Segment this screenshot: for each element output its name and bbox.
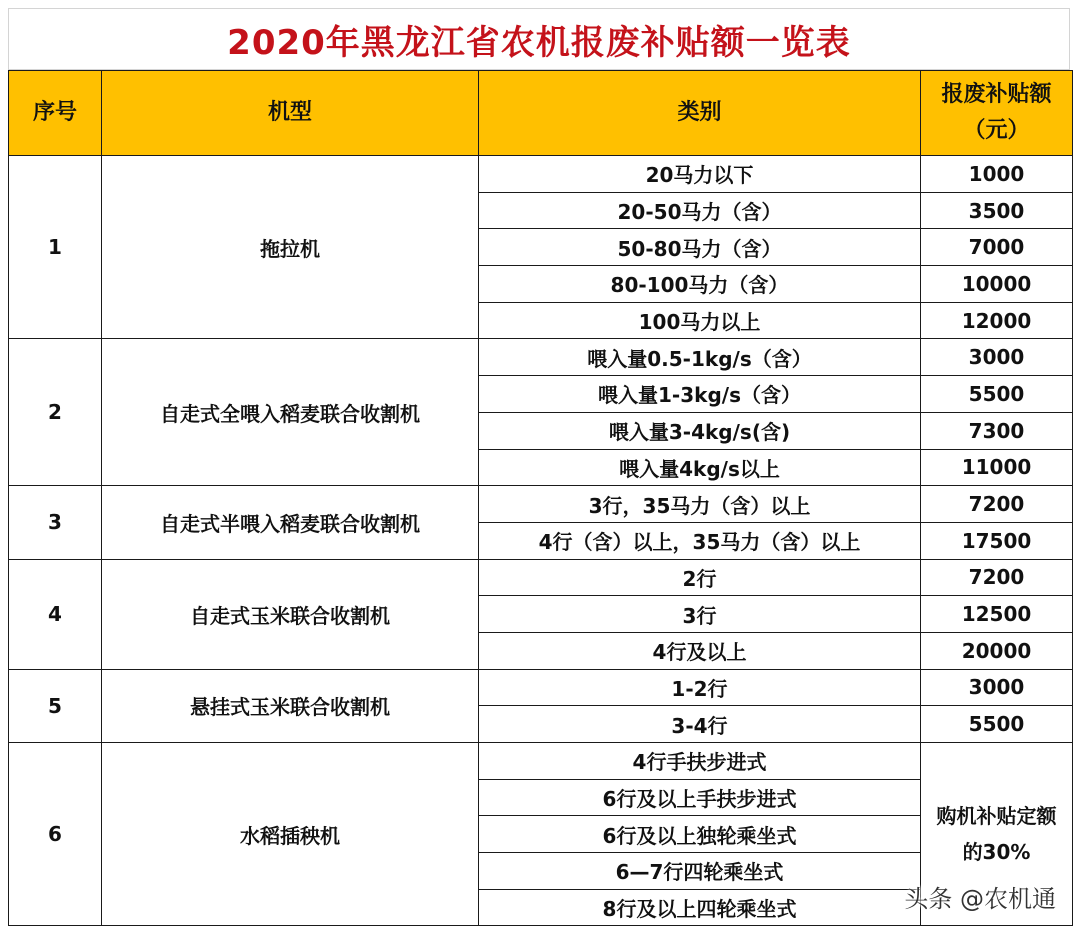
category-cell: 喂入量0.5-1kg/s（含） [479,339,921,376]
header-amount-line2: （元） [963,118,1030,143]
model-cell: 拖拉机 [102,156,479,339]
category-cell: 4行（含）以上，35马力（含）以上 [479,522,921,559]
category-cell: 2行 [479,559,921,596]
category-cell: 4行手扶步进式 [479,743,921,780]
category-cell: 3行，35马力（含）以上 [479,486,921,523]
amount-cell: 3500 [921,192,1073,229]
amount-cell: 17500 [921,522,1073,559]
model-cell: 自走式全喂入稻麦联合收割机 [102,339,479,486]
watermark: 头条 @农机通 [904,885,1056,913]
table-row [9,156,1073,193]
header-category: 类别 [479,71,921,156]
amount-cell: 11000 [921,449,1073,486]
amount-cell: 7200 [921,559,1073,596]
page-title: 2020年黑龙江省农机报废补贴额一览表 [8,8,1070,70]
amount-cell: 1000 [921,156,1073,193]
seq-cell: 6 [9,743,102,926]
model-cell: 自走式半喂入稻麦联合收割机 [102,486,479,559]
model-cell: 悬挂式玉米联合收割机 [102,669,479,742]
category-cell: 6—7行四轮乘坐式 [479,853,921,890]
subsidy-table [8,70,1073,926]
seq-cell: 4 [9,559,102,669]
category-cell: 喂入量1-3kg/s（含） [479,376,921,413]
category-cell: 20-50马力（含） [479,192,921,229]
amount-cell: 12000 [921,302,1073,339]
header-model: 机型 [102,71,479,156]
amount-cell: 10000 [921,266,1073,303]
category-cell: 100马力以上 [479,302,921,339]
amount-cell: 5500 [921,376,1073,413]
amount-cell: 20000 [921,632,1073,669]
header-row [9,71,1073,156]
amount-cell: 12500 [921,596,1073,633]
category-cell: 喂入量4kg/s以上 [479,449,921,486]
model-cell: 自走式玉米联合收割机 [102,559,479,669]
category-cell: 3行 [479,596,921,633]
seq-cell: 1 [9,156,102,339]
merged-amount-line2: 的30% [962,840,1031,865]
table-row [9,486,1073,523]
model-cell: 水稻插秧机 [102,743,479,926]
seq-cell: 2 [9,339,102,486]
table-row [9,559,1073,596]
table-row [9,339,1073,376]
amount-cell: 3000 [921,669,1073,706]
seq-cell: 5 [9,669,102,742]
category-cell: 8行及以上四轮乘坐式 [479,889,921,926]
amount-cell: 7200 [921,486,1073,523]
amount-cell: 3000 [921,339,1073,376]
category-cell: 3-4行 [479,706,921,743]
category-cell: 80-100马力（含） [479,266,921,303]
category-cell: 6行及以上手扶步进式 [479,779,921,816]
table-row [9,669,1073,706]
table-row [9,743,1073,780]
amount-cell: 7300 [921,412,1073,449]
amount-cell: 5500 [921,706,1073,743]
category-cell: 喂入量3-4kg/s(含) [479,412,921,449]
header-seq: 序号 [9,71,102,156]
category-cell: 1-2行 [479,669,921,706]
amount-cell: 7000 [921,229,1073,266]
merged-amount-line1: 购机补贴定额 [936,804,1057,829]
seq-cell: 3 [9,486,102,559]
category-cell: 6行及以上独轮乘坐式 [479,816,921,853]
category-cell: 50-80马力（含） [479,229,921,266]
category-cell: 20马力以下 [479,156,921,193]
header-amount-line1: 报废补贴额 [941,82,1052,107]
header-amount [921,71,1073,156]
category-cell: 4行及以上 [479,632,921,669]
